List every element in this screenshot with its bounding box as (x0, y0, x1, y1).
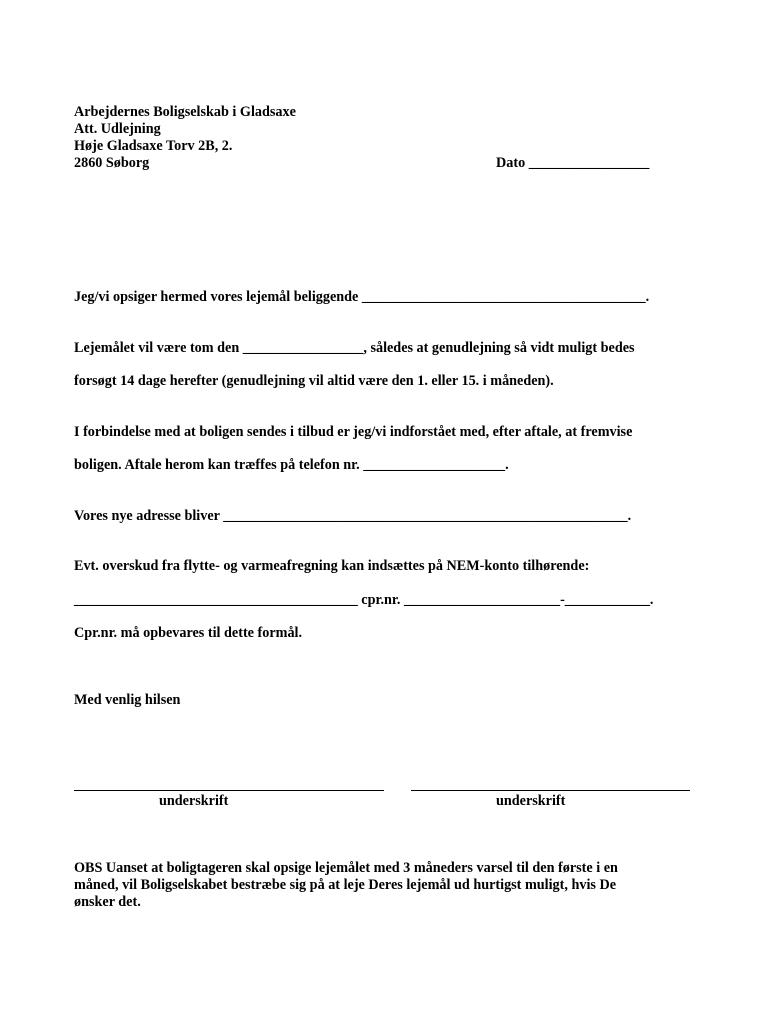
obs-note-line-3: ønsker det. (74, 894, 141, 910)
recipient-name: Arbejdernes Boligselskab i Gladsaxe (74, 104, 296, 120)
showing-line-2: boligen. Aftale herom kan træffes på telefon nr. ____________________. (74, 457, 509, 473)
new-address-line: Vores nye adresse bliver _________________________________________________________. (74, 508, 632, 524)
recipient-att: Att. Udlejning (74, 121, 161, 137)
surplus-line-1: Evt. overskud fra flytte- og varmeafregning kan indsættes på NEM-konto tilhørende: (74, 558, 590, 574)
signature-label-2: underskrift (496, 793, 566, 809)
signature-line-2 (411, 790, 690, 791)
obs-note-line-1: OBS Uanset at boligtageren skal opsige lejemålet med 3 måneders varsel til den første i en (74, 860, 618, 876)
signature-line-1 (74, 790, 384, 791)
date-field: Dato _________________ (496, 155, 650, 171)
signature-label-1: underskrift (159, 793, 229, 809)
showing-line-1: I forbindelse med at boligen sendes i tilbud er jeg/vi indforstået med, efter aftale, at fremvise (74, 424, 633, 440)
cpr-note: Cpr.nr. må opbevares til dette formål. (74, 625, 303, 641)
termination-statement: Jeg/vi opsiger hermed vores lejemål beliggende ________________________________________. (74, 289, 650, 305)
closing-greeting: Med venlig hilsen (74, 692, 181, 708)
recipient-city: 2860 Søborg (74, 155, 150, 171)
vacant-date-line-1: Lejemålet vil være tom den _________________, således at genudlejning så vidt muligt bedes (74, 340, 635, 356)
obs-note-line-2: måned, vil Boligselskabet bestræbe sig på at leje Deres lejemål ud hurtigst muligt, hvis De (74, 877, 616, 893)
surplus-account-line: ________________________________________ cpr.nr. ______________________-____________. (74, 592, 654, 608)
vacant-date-line-2: forsøgt 14 dage herefter (genudlejning vil altid være den 1. eller 15. i måneden). (74, 373, 554, 389)
recipient-street: Høje Gladsaxe Torv 2B, 2. (74, 138, 233, 154)
